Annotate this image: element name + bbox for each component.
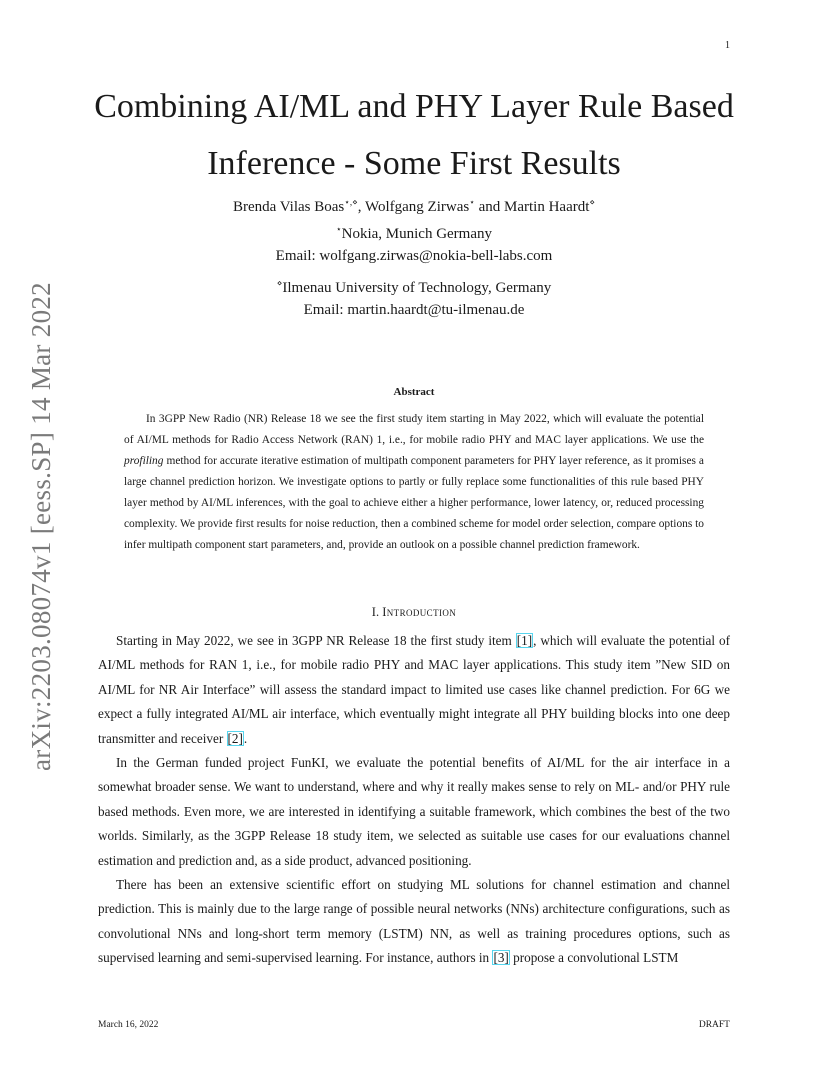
section-title: Introduction bbox=[382, 605, 457, 619]
citation-link-2[interactable]: [2] bbox=[227, 730, 243, 746]
citation-link-3[interactable]: [3] bbox=[493, 950, 509, 966]
body-text bbox=[98, 629, 730, 971]
abstract-part-2: method for accurate iterative estimation of multipath component parameters for PHY layer reference, as it promises a large channel prediction horizon. We investigate options to partly or fully replace some functionalities of this rule based PHY layer method by AI/ML inferences, with the goal to achieve either a higher performance, lower latency, or, reduced processing complexity. We provide first results for noise reduction, then a combined scheme for model order selection, compare options to infer multipath component start parameters, and, provide an outlook on a possible channel prediction framework. bbox=[124, 455, 704, 551]
affiliation-2 bbox=[100, 270, 728, 297]
author-names bbox=[100, 189, 728, 216]
abstract-emphasis: profiling bbox=[124, 455, 164, 467]
affiliation-1-mark: ⋆ bbox=[335, 224, 342, 234]
paper-title: Combining AI/ML and PHY Layer Rule Based Inference - Some First Results bbox=[94, 88, 734, 182]
page-number: 1 bbox=[725, 40, 730, 51]
author-name-1: Brenda Vilas Boas bbox=[232, 199, 345, 215]
paragraph-1-text-a: Starting in May 2022, we see in 3GPP NR Release 18 the first study item bbox=[116, 633, 516, 648]
affiliation-2-mark: ⋄ bbox=[276, 278, 283, 288]
author-mark-1: ⋆,⋄ bbox=[344, 197, 358, 207]
abstract-heading: Abstract bbox=[393, 386, 435, 398]
arxiv-id: arXiv:2203.08074v1 [eess.SP] 14 Mar 2022 bbox=[25, 281, 56, 771]
section-heading bbox=[100, 605, 728, 620]
author-name-3: and Martin Haardt bbox=[474, 199, 590, 215]
footer-date: March 16, 2022 bbox=[98, 1020, 159, 1030]
email-1: Email: wolfgang.zirwas@nokia-bell-labs.com bbox=[275, 248, 553, 264]
affiliation-2-text: Ilmenau University of Technology, Germany bbox=[282, 280, 552, 296]
paragraph-1 bbox=[98, 629, 730, 751]
abstract-part-1: In 3GPP New Radio (NR) Release 18 we see the first study item starting in May 2022, which will evaluate the potential of AI/ML methods for Radio Access Network (RAN) 1, i.e., for mobile radio PHY and MAC layer applications. We use the bbox=[124, 413, 704, 446]
affiliation-1 bbox=[100, 216, 728, 243]
section-number: I. bbox=[371, 605, 383, 619]
footer-status: DRAFT bbox=[698, 1020, 730, 1030]
author-mark-2: ⋆ bbox=[469, 197, 475, 207]
affiliation-1-text: Nokia, Munich Germany bbox=[341, 226, 493, 242]
paragraph-3-text-b: propose a convolutional LSTM bbox=[509, 950, 679, 966]
paragraph-1-text-c: . bbox=[243, 730, 248, 746]
paragraph-3-text-a: There has been an extensive scientific effort on studying ML solutions for channel estimation and channel prediction. This is mainly due to the large range of possible neural networks (NNs) architecture configurations, such as convolutional NNs and long-short term memory (LSTM) NN, as well as training procedures options, such as supervised learning and semi-supervised learning. For instance, authors in bbox=[98, 877, 730, 966]
arxiv-stamp bbox=[20, 280, 62, 772]
author-block bbox=[100, 189, 728, 324]
author-name-2: , Wolfgang Zirwas bbox=[357, 199, 470, 215]
citation-link-1[interactable]: [1] bbox=[516, 633, 533, 648]
paragraph-1-text-b: , which will evaluate the potential of AI/ML methods for RAN 1, i.e., for mobile radio PHY and MAC layer applications. This study item ”New SID on AI/ML for NR Air Interface” will assess the standard impact to limited use cases like channel prediction. For 6G we expect a fully integrated AI/ML air interface, which eventually might integrate all PHY building blocks into one deep transmitter and receiver bbox=[98, 633, 730, 746]
author-mark-3: ⋄ bbox=[589, 197, 596, 207]
paragraph-3 bbox=[98, 873, 730, 971]
paragraph-2: In the German funded project FunKI, we evaluate the potential benefits of AI/ML for the air interface in a somewhat broader sense. We want to understand, where and why it really makes sense to rely on ML- and/or PHY rule based methods. Even more, we are interested in identifying a suitable framework, which combines the best of the two worlds. Similarly, as the 3GPP Release 18 study item, we selected as suitable use cases for our evaluations channel estimation and prediction and, as a side product, advanced positioning. bbox=[98, 755, 730, 868]
abstract-text bbox=[124, 409, 704, 556]
email-2: Email: martin.haardt@tu-ilmenau.de bbox=[303, 302, 525, 318]
